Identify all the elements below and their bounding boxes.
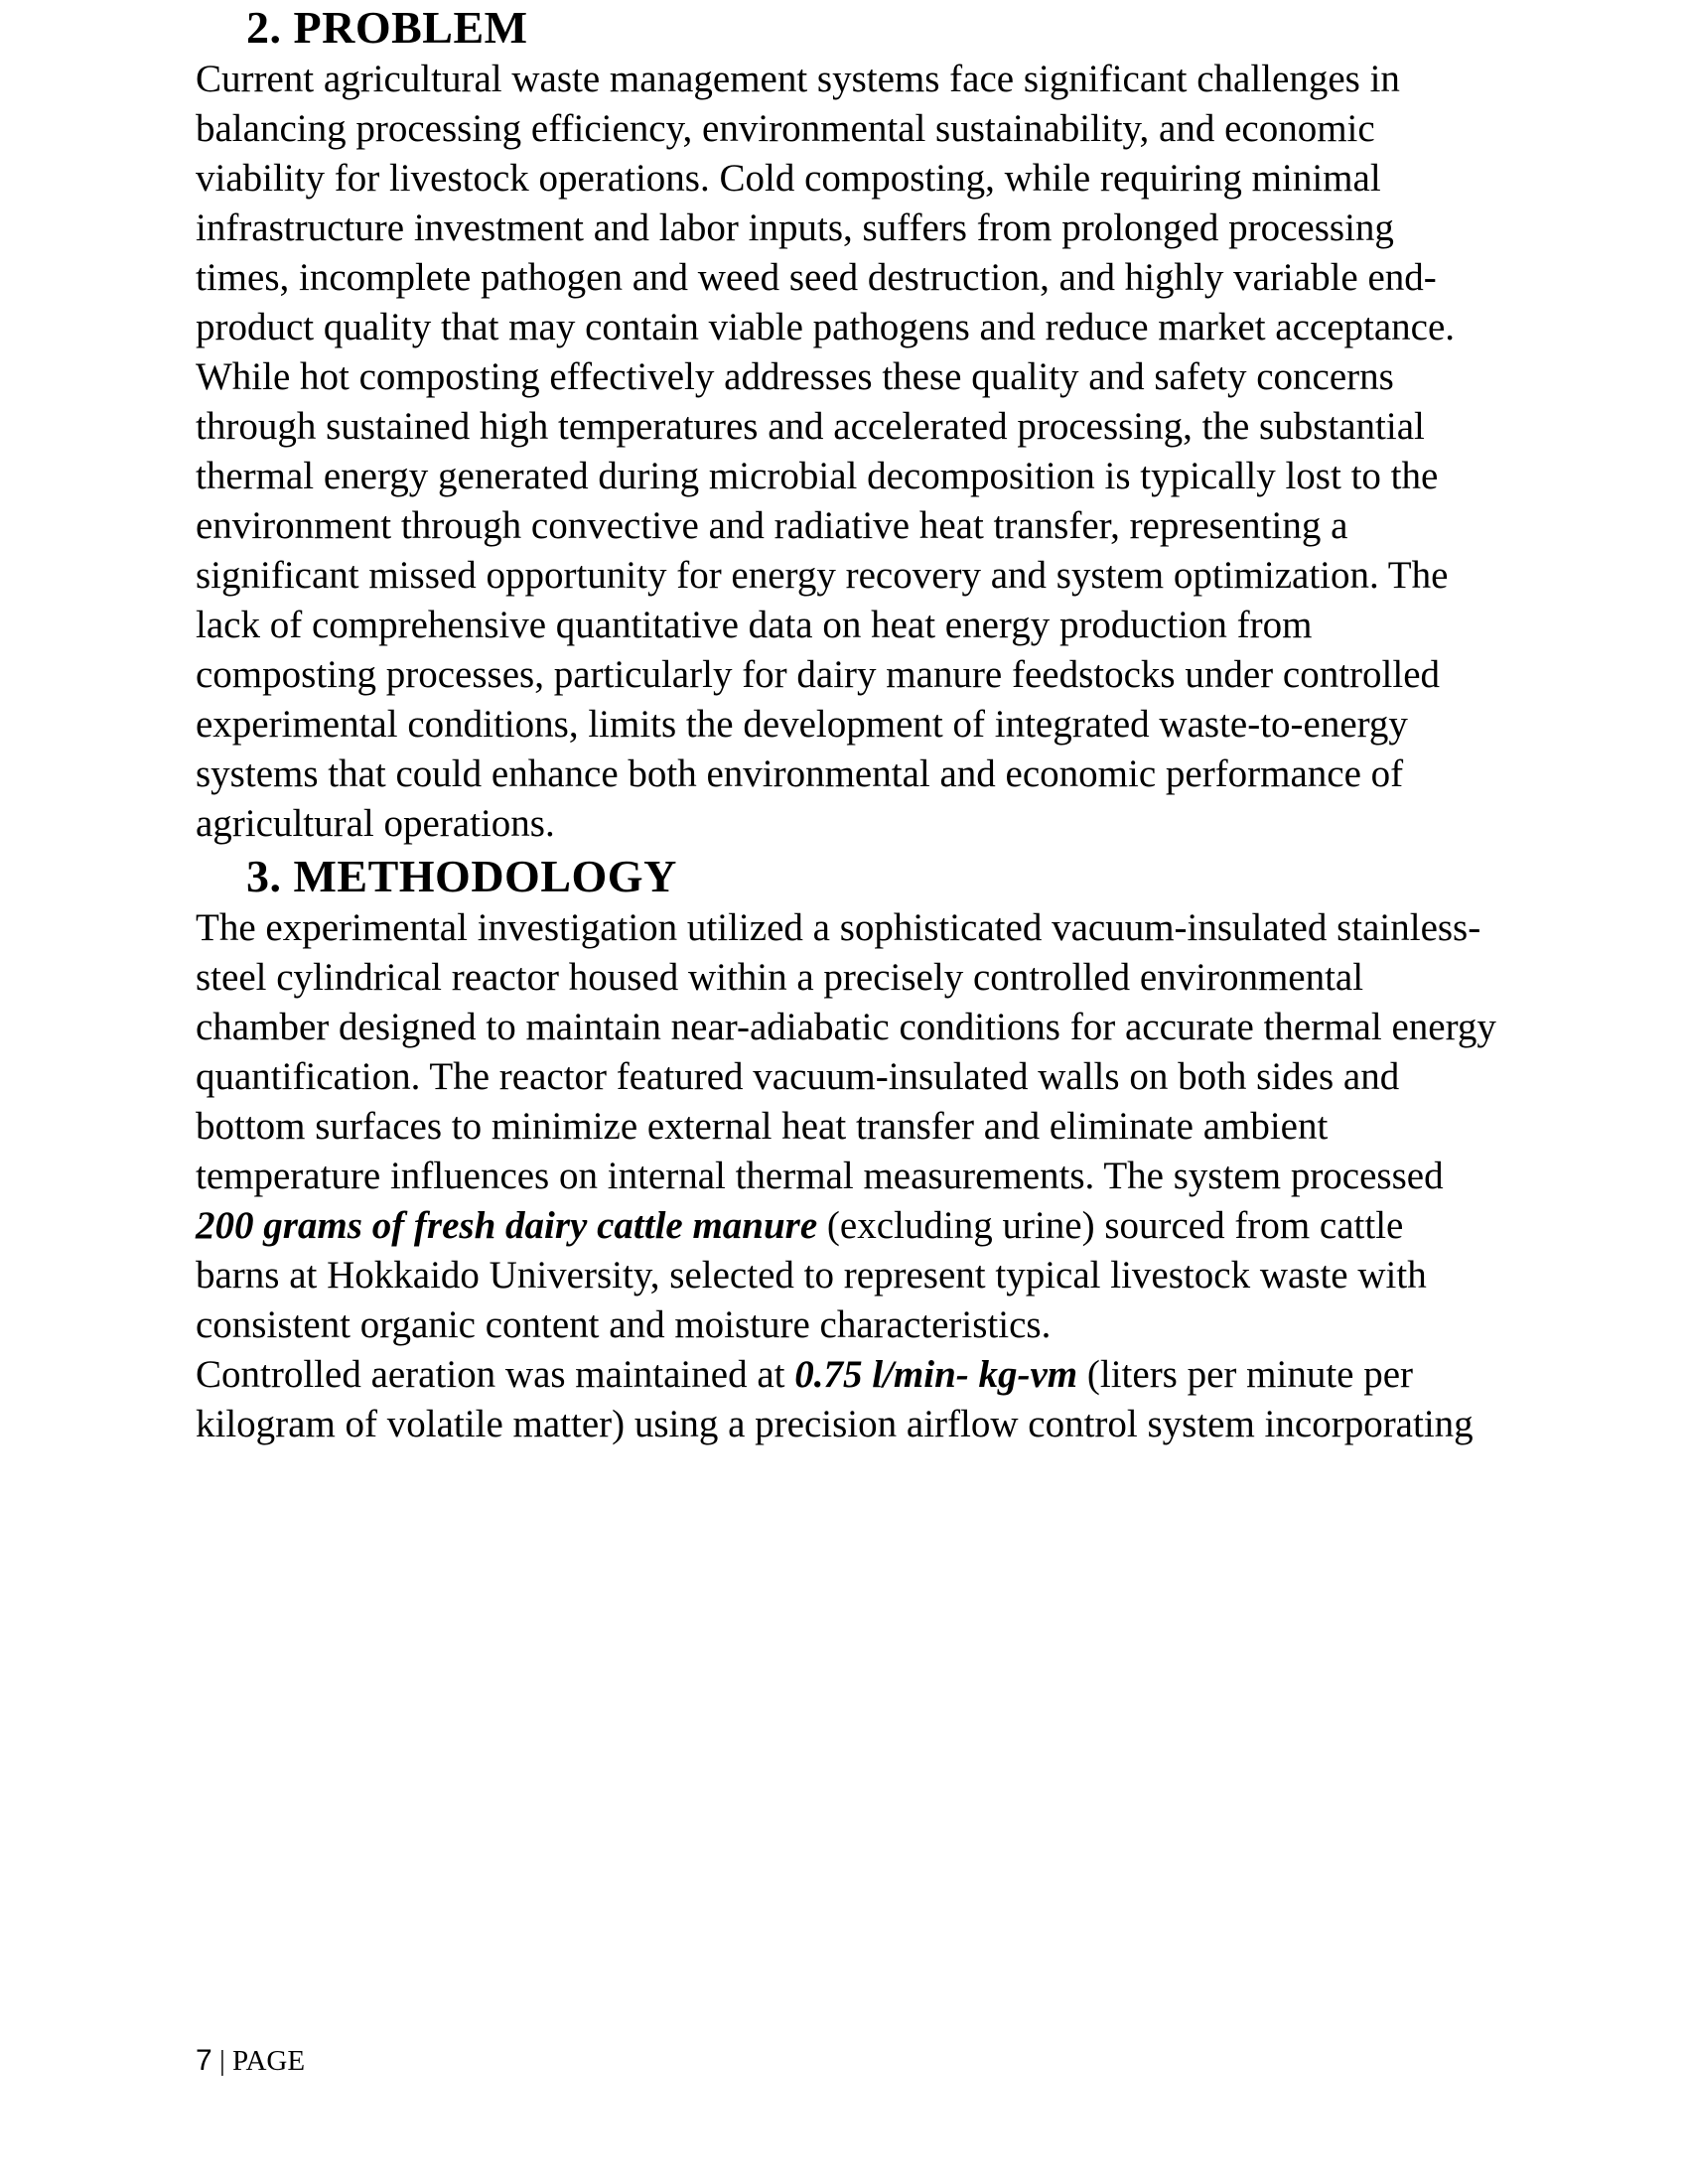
section-heading-methodology: 3. METHODOLOGY [246,851,677,901]
text-segment: Current agricultural waste management systems face significant challenges in balancing processing efficiency, environmental sustainability, and economic viability for livestock operations. Cold composting, while requiring minimal infrastructure investment and labor inputs, suffers from prolonged processing times, incomplete pathogen and weed seed destruction, and highly variable end-product quality that may contain viable pathogens and reduce market acceptance. While hot composting effectively addresses these quality and safety concerns through sustained high temperatures and accelerated processing, the substantial thermal energy generated during microbial decomposition is typically lost to the environment through convective and radiative heat transfer, representing a significant missed opportunity for energy recovery and system optimization. The lack of comprehensive quantitative data on heat energy production from composting processes, particularly for dairy manure feedstocks under controlled experimental conditions, limits the development of integrated waste-to-energy systems that could enhance both environmental and economic performance of agricultural operations. [196,58,1456,845]
methodology-paragraph-2 [196,1350,1496,1449]
text-segment: Controlled aeration was maintained at [196,1353,795,1396]
page-number: 7 [196,2044,212,2077]
text-segment: The experimental investigation utilized a sophisticated vacuum-insulated stainless-steel cylindrical reactor housed within a precisely controlled environmental chamber designed to maintain near-adiabatic conditions for accurate thermal energy quantification. The reactor featured vacuum-insulated walls on both sides and bottom surfaces to minimize external heat transfer and eliminate ambient temperature influences on internal thermal measurements. The system processed [196,906,1496,1197]
text-segment: (excluding urine) sourced from cattle barns at Hokkaido University, selected to represent typical livestock waste with consistent organic content and moisture characteristics. [196,1204,1427,1346]
methodology-paragraph-1 [196,903,1496,1350]
footer-page-label: PAGE [232,2045,306,2077]
text-segment: 0.75 l/min- kg-vm [794,1353,1078,1396]
section-heading-problem: 2. PROBLEM [246,2,528,53]
page-footer [196,2043,305,2079]
footer-separator: | [211,2045,232,2077]
text-segment: 200 grams of fresh dairy cattle manure [196,1204,818,1247]
text-segment: (liters per minute per kilogram of volatile matter) using a precision airflow control system incorporating [196,1353,1474,1445]
content-area [196,0,1496,1449]
problem-paragraph [196,55,1496,849]
